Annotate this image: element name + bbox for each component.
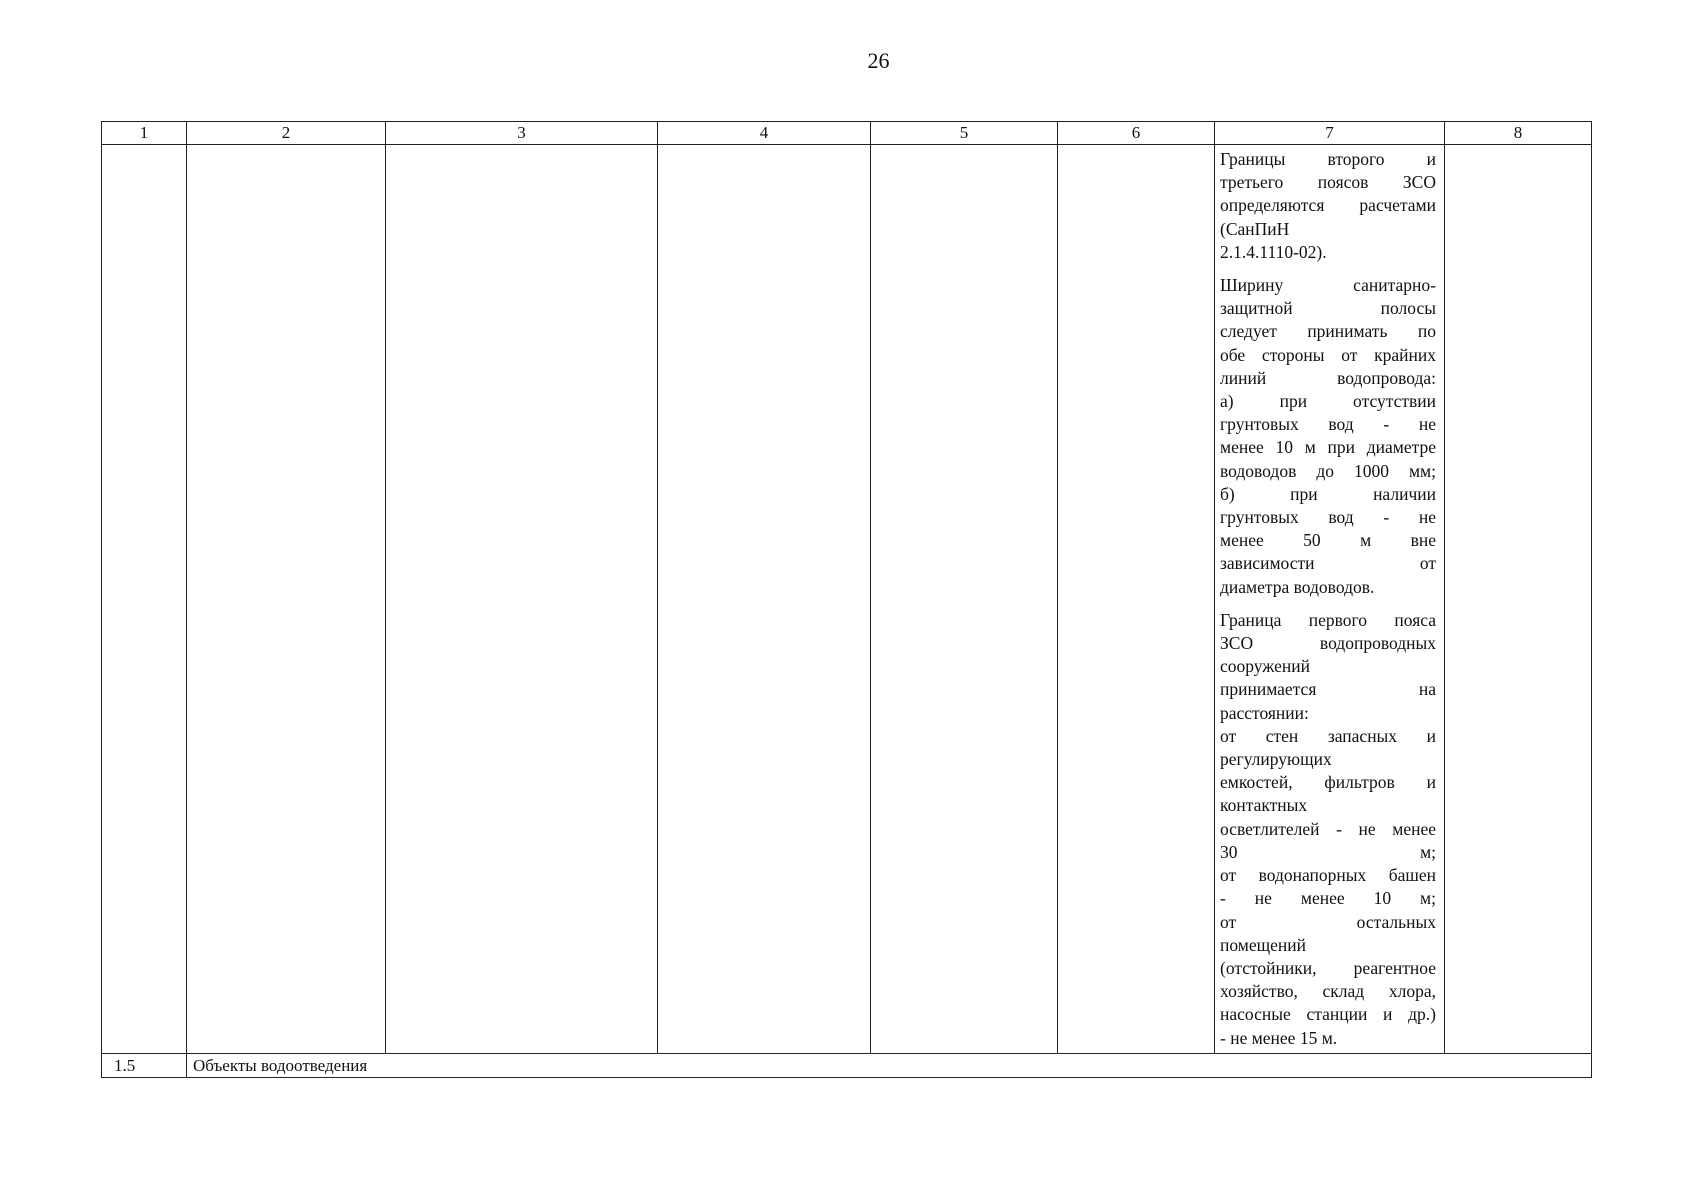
text-line: - не менее 15 м. xyxy=(1220,1027,1338,1048)
text-line: (отстойники, реагентное xyxy=(1220,957,1436,978)
text-line: б) при наличии xyxy=(1220,483,1436,504)
text-line: помещений xyxy=(1220,934,1306,955)
text-line: хозяйство, склад хлора, xyxy=(1220,981,1436,1002)
header-cell: 6 xyxy=(1058,122,1215,145)
header-cell: 8 xyxy=(1445,122,1592,145)
text-line: (СанПиН xyxy=(1220,218,1290,239)
requirement-paragraph xyxy=(1220,609,1436,1050)
text-line: линий водопровода: xyxy=(1220,367,1436,388)
table-cell-empty xyxy=(658,145,871,1054)
page-number: 26 xyxy=(867,48,890,73)
text-line: сооружений xyxy=(1220,656,1311,677)
section-row xyxy=(102,1054,1592,1078)
text-line: осветлителей - не менее xyxy=(1220,818,1436,839)
text-line: водоводов до 1000 мм; xyxy=(1220,460,1436,481)
text-line: - не менее 10 м; xyxy=(1220,888,1436,909)
text-line: обе стороны от крайних xyxy=(1220,344,1436,365)
text-line: Ширину санитарно- xyxy=(1220,275,1436,296)
header-cell: 3 xyxy=(386,122,658,145)
text-line: а) при отсутствии xyxy=(1220,391,1436,412)
text-line: Граница первого пояса xyxy=(1220,609,1436,630)
text-line: принимается на xyxy=(1220,679,1436,700)
table-cell-empty xyxy=(187,145,386,1054)
text-line: следует принимать по xyxy=(1220,321,1436,342)
header-cell: 7 xyxy=(1215,122,1445,145)
requirements-cell xyxy=(1215,145,1445,1054)
text-line: грунтовых вод - не xyxy=(1220,507,1436,528)
document-table xyxy=(101,121,1592,1078)
text-line: защитной полосы xyxy=(1220,298,1436,319)
table-cell-empty xyxy=(102,145,187,1054)
text-line: третьего поясов ЗСО xyxy=(1220,172,1436,193)
text-line: зависимости от xyxy=(1220,553,1436,574)
table-cell-empty xyxy=(1058,145,1215,1054)
text-line: регулирующих xyxy=(1220,749,1332,770)
header-cell: 5 xyxy=(871,122,1058,145)
table-cell-empty xyxy=(871,145,1058,1054)
text-line: контактных xyxy=(1220,795,1308,816)
text-line: диаметра водоводов. xyxy=(1220,576,1375,597)
section-number: 1.5 xyxy=(102,1054,187,1078)
table-header-row xyxy=(102,122,1592,145)
requirement-paragraph xyxy=(1220,148,1436,264)
text-line: определяются расчетами xyxy=(1220,195,1436,216)
text-line: 30 м; xyxy=(1220,841,1436,862)
requirement-paragraph xyxy=(1220,274,1436,599)
text-line: насосные станции и др.) xyxy=(1220,1004,1436,1025)
header-cell: 1 xyxy=(102,122,187,145)
text-line: от остальных xyxy=(1220,911,1436,932)
text-line: емкостей, фильтров и xyxy=(1220,772,1436,793)
table-row xyxy=(102,145,1592,1054)
header-cell: 4 xyxy=(658,122,871,145)
section-title: Объекты водоотведения xyxy=(187,1054,1592,1078)
text-line: менее 10 м при диаметре xyxy=(1220,437,1436,458)
text-line: 2.1.4.1110-02). xyxy=(1220,241,1327,262)
table-cell-empty xyxy=(1445,145,1592,1054)
text-line: от стен запасных и xyxy=(1220,725,1436,746)
text-line: расстоянии: xyxy=(1220,702,1309,723)
table-cell-empty xyxy=(386,145,658,1054)
text-line: Границы второго и xyxy=(1220,149,1436,169)
text-line: менее 50 м вне xyxy=(1220,530,1436,551)
text-line: ЗСО водопроводных xyxy=(1220,633,1436,654)
requirements-text xyxy=(1220,148,1436,1050)
header-cell: 2 xyxy=(187,122,386,145)
text-line: от водонапорных башен xyxy=(1220,865,1436,886)
text-line: грунтовых вод - не xyxy=(1220,414,1436,435)
